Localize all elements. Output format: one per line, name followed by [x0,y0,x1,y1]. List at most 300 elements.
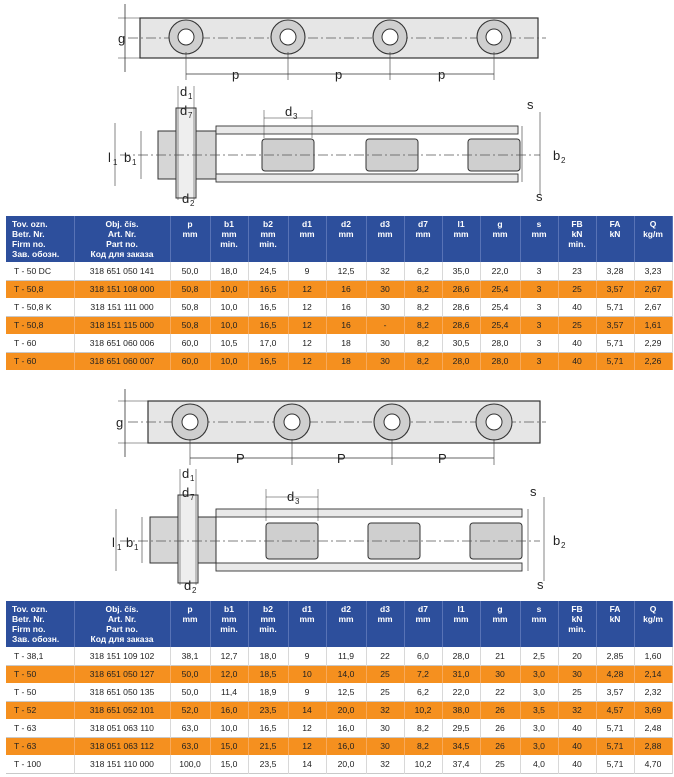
table-cell: 18,0 [248,647,288,665]
table-cell: 318 051 063 110 [74,719,170,737]
d2-sub: 2 [190,199,195,208]
table-cell: 22 [366,647,404,665]
column-header-line: mm [221,614,237,624]
column-header-line: d7 [418,604,428,614]
table-cell: 26 [480,737,520,755]
column-header-line: Q [649,219,657,229]
table-cell: 28,0 [480,352,520,370]
table-cell: 4,70 [634,755,672,773]
table-cell: 6,2 [404,262,442,280]
table-row [6,334,672,352]
table-cell: 5,71 [596,719,634,737]
pitch-label-2: p [335,67,343,82]
column-header-line: Firm no. [12,624,46,634]
column-header [74,216,170,262]
column-header-line: Зав. обозн. [12,634,60,644]
table-cell: 16,5 [248,316,288,334]
table-cell: 3 [520,262,558,280]
table-cell: 31,0 [442,665,480,683]
table-cell: 1,61 [634,316,672,334]
table-cell: T - 50 DC [6,262,74,280]
table-cell: 3 [520,280,558,298]
column-header-line: d3 [380,219,390,229]
column-header [404,216,442,262]
table-cell: 10,2 [404,701,442,719]
column-header-line: d7 [418,219,428,229]
table-cell: 37,4 [442,755,480,773]
table-cell: 23,5 [248,755,288,773]
column-header-line: mm [338,229,354,239]
table-cell: 9 [288,683,326,701]
column-header-line: mm [453,614,469,624]
column-header-line: g [497,219,503,229]
table-cell: 30 [366,352,404,370]
table-cell: 12,5 [326,262,366,280]
g-label: g [116,415,124,430]
table-header-row [6,601,672,647]
table-cell: 318 151 109 102 [74,647,170,665]
table-cell: 14,0 [326,665,366,683]
spec-table-2 [6,601,673,774]
d7-label: d [182,485,190,500]
column-header-line: l1 [457,604,465,614]
column-header-line: mm [415,229,431,239]
column-header-line: Obj. čís. [105,219,139,229]
table-cell: 50,0 [170,262,210,280]
table-cell: 3,57 [596,683,634,701]
d1-label: d [180,84,188,99]
table-cell: 23,5 [248,701,288,719]
table-cell: 5,71 [596,298,634,316]
b2-sub: 2 [561,541,566,550]
column-header-line: mm [260,229,276,239]
table-cell: 25 [366,683,404,701]
l1-label: l [112,535,115,550]
chain-drawing-bottom-svg [0,385,674,597]
column-header-line: kg/m [643,229,663,239]
column-header-line: min. [220,239,238,249]
table-cell: 2,88 [634,737,672,755]
table-cell: 3 [520,316,558,334]
column-header-line: mm [221,229,237,239]
table-cell: 52,0 [170,701,210,719]
table-row [6,737,672,755]
table-body [6,647,672,773]
d1-sub: 1 [190,474,195,483]
table-cell: 32 [366,262,404,280]
column-header [520,601,558,647]
table-cell: 10,0 [210,298,248,316]
table-cell: 16,0 [210,701,248,719]
d3-label: d [285,104,293,119]
table-cell: 21 [480,647,520,665]
table-cell: 63,0 [170,719,210,737]
table-cell: 40 [558,755,596,773]
table-cell: 3,0 [520,665,558,683]
column-header-line: mm [182,614,198,624]
pitch-label-1: P [236,451,245,466]
table-cell: 6,0 [404,647,442,665]
column-header [558,601,596,647]
table-cell: 2,67 [634,280,672,298]
table-cell: 12 [288,719,326,737]
table-cell: 12 [288,280,326,298]
table-cell: 15,0 [210,755,248,773]
d3-sub: 3 [295,497,300,506]
column-header [288,216,326,262]
chain-plan-view [108,84,566,208]
column-header-line: d3 [380,604,390,614]
table-cell: 30 [558,665,596,683]
column-header-line: Part no. [106,624,138,634]
table-cell: 40 [558,719,596,737]
table-cell: 12 [288,737,326,755]
table-cell: 8,2 [404,352,442,370]
column-header [480,216,520,262]
column-header [326,601,366,647]
column-header-line: Tov. ozn. [12,604,48,614]
pitch-label-3: p [438,67,446,82]
g-label: g [118,31,126,46]
table-cell: 50,8 [170,280,210,298]
table-cell: 30 [366,298,404,316]
table-cell: 318 651 050 135 [74,683,170,701]
column-header [366,601,404,647]
table-cell: 8,2 [404,334,442,352]
column-header-line: mm [182,229,198,239]
table-cell: 25 [480,755,520,773]
table-cell: 12,7 [210,647,248,665]
table-cell: 3,57 [596,280,634,298]
table-cell: 32 [558,701,596,719]
table-cell: 318 651 060 007 [74,352,170,370]
column-header-line: FB [571,219,583,229]
s-label-bottom: s [537,577,544,592]
table-cell: 4,28 [596,665,634,683]
d7-sub: 7 [188,111,193,120]
column-header [634,601,672,647]
table-cell: 10 [288,665,326,683]
d2-sub: 2 [192,586,197,595]
column-header-line: l1 [457,219,465,229]
table-cell: 32 [366,755,404,773]
table-cell: 16 [326,280,366,298]
column-header-line: Art. Nr. [107,614,137,624]
table-cell: 18,0 [210,262,248,280]
chain-drawing-top [0,0,674,212]
table-cell: 60,0 [170,352,210,370]
column-header-line: g [497,604,503,614]
d3-label: d [287,489,295,504]
chain-drawing-bottom [0,385,674,597]
column-header [170,216,210,262]
table-cell: 318 151 115 000 [74,316,170,334]
table-row [6,755,672,773]
table-cell: 7,2 [404,665,442,683]
column-header-line: min. [259,239,277,249]
table-cell: 18,5 [248,665,288,683]
column-header-line: Part no. [106,239,138,249]
column-header-line: Код для заказа [90,249,154,259]
table-row [6,262,672,280]
column-header-line: Зав. обозн. [12,249,60,259]
column-header-line: Q [649,604,657,614]
column-header-line: mm [299,614,315,624]
table-cell: 5,71 [596,352,634,370]
table-row [6,701,672,719]
table-cell: 35,0 [442,262,480,280]
s-label-bottom: s [536,189,543,204]
table-cell: 25,4 [480,280,520,298]
column-header-line: b1 [224,604,234,614]
table-cell: T - 50 [6,683,74,701]
d2-label: d [184,578,192,593]
table-cell: 1,60 [634,647,672,665]
table-cell: 3 [520,352,558,370]
table-cell: 25 [366,665,404,683]
table-cell: T - 50,8 [6,280,74,298]
d2-label: d [182,191,190,206]
column-header [480,601,520,647]
table-cell: 16,5 [248,719,288,737]
table-cell: 60,0 [170,334,210,352]
table-cell: 28,0 [480,334,520,352]
column-header [210,216,248,262]
table-cell: 28,6 [442,298,480,316]
table-row [6,683,672,701]
table-cell: T - 63 [6,737,74,755]
column-header [366,216,404,262]
l1-label: l [108,150,111,165]
table-cell: 11,4 [210,683,248,701]
column-header-line: min. [259,624,277,634]
table-cell: 23 [558,262,596,280]
table-row [6,280,672,298]
d1-label: d [182,466,190,481]
table-cell: 10,0 [210,280,248,298]
table-cell: 9 [288,262,326,280]
table-cell: 5,71 [596,334,634,352]
column-header [520,216,558,262]
table-cell: 3,0 [520,737,558,755]
table-cell: 28,0 [442,352,480,370]
table-cell: 28,6 [442,280,480,298]
column-header [6,601,74,647]
table-cell: T - 60 [6,352,74,370]
b1-sub: 1 [134,543,139,552]
table-row [6,665,672,683]
table-cell: 318 151 111 000 [74,298,170,316]
table-cell: 25 [558,683,596,701]
column-header-line: mm [377,614,393,624]
column-header [558,216,596,262]
table-cell: 16 [326,316,366,334]
column-header [6,216,74,262]
table-cell: 17,0 [248,334,288,352]
column-header-line: Obj. čís. [105,604,139,614]
table-cell: 63,0 [170,737,210,755]
table-cell: 12 [288,298,326,316]
column-header-line: mm [492,229,508,239]
table-cell: 18 [326,334,366,352]
table-cell: 38,1 [170,647,210,665]
table-cell: 318 151 110 000 [74,755,170,773]
table-cell: 8,2 [404,316,442,334]
table-cell: 20 [558,647,596,665]
table-cell: 15,0 [210,737,248,755]
table-cell: 12 [288,352,326,370]
s-label-top: s [530,484,537,499]
column-header-line: s [536,219,542,229]
column-header [634,216,672,262]
table-cell: 318 051 063 112 [74,737,170,755]
table-cell: 18,9 [248,683,288,701]
table-cell: 30 [366,280,404,298]
column-header-line: mm [260,614,276,624]
table-cell: 3,0 [520,683,558,701]
table-cell: 30 [366,334,404,352]
table-cell: T - 50,8 [6,316,74,334]
column-header-line: FA [609,604,621,614]
table-cell: T - 50,8 K [6,298,74,316]
column-header-line: mm [453,229,469,239]
table-cell: 16,5 [248,352,288,370]
table-cell: 3,5 [520,701,558,719]
table-cell: 22,0 [480,262,520,280]
column-header [442,601,480,647]
column-header-line: b2 [263,219,273,229]
table-cell: T - 63 [6,719,74,737]
column-header-line: s [536,604,542,614]
table-cell: 30,5 [442,334,480,352]
table-cell: T - 50 [6,665,74,683]
column-header-line: mm [531,614,547,624]
table-cell: 4,0 [520,755,558,773]
table-cell: 2,85 [596,647,634,665]
table-cell: T - 52 [6,701,74,719]
column-header-line: min. [220,624,238,634]
table-cell: 16 [326,298,366,316]
table-cell: 28,6 [442,316,480,334]
column-header-line: kN [609,229,621,239]
column-header [596,216,634,262]
table-cell: - [366,316,404,334]
table-cell: 14 [288,701,326,719]
table-cell: 40 [558,334,596,352]
pitch-label-3: P [438,451,447,466]
column-header-line: mm [492,614,508,624]
table-cell: 3,57 [596,316,634,334]
table-row [6,298,672,316]
table-cell: T - 100 [6,755,74,773]
d1-sub: 1 [188,92,193,101]
column-header-line: kN [571,614,583,624]
table-cell: 8,2 [404,719,442,737]
table-cell: 30 [366,737,404,755]
table-cell: 3 [520,298,558,316]
table-cell: 8,2 [404,298,442,316]
b1-sub: 1 [132,158,137,167]
d7-label: d [180,103,188,118]
table-cell: 2,5 [520,647,558,665]
column-header-line: mm [338,614,354,624]
table-header-row [6,216,672,262]
column-header-line: mm [377,229,393,239]
table-cell: 30 [366,719,404,737]
column-header-line: Art. Nr. [107,229,137,239]
column-header-line: b2 [263,604,273,614]
column-header [74,601,170,647]
chain-plan-view [112,466,566,595]
table-cell: 6,2 [404,683,442,701]
table-cell: 318 651 052 101 [74,701,170,719]
column-header-line: mm [299,229,315,239]
pitch-label-2: P [337,451,346,466]
column-header-line: min. [568,624,586,634]
table-cell: 5,71 [596,737,634,755]
column-header-line: Betr. Nr. [12,229,45,239]
column-header-line: p [187,604,193,614]
table-cell: 25,4 [480,316,520,334]
table-cell: 9 [288,647,326,665]
column-header [210,601,248,647]
column-header-line: mm [415,614,431,624]
d7-sub: 7 [190,493,195,502]
table-cell: 38,0 [442,701,480,719]
b1-label: b [124,150,132,165]
table-cell: 16,5 [248,280,288,298]
table-cell: 28,0 [442,647,480,665]
table-cell: 2,48 [634,719,672,737]
table-cell: 25 [558,316,596,334]
table-cell: 29,5 [442,719,480,737]
table-cell: 16,0 [326,737,366,755]
table-cell: 10,2 [404,755,442,773]
table-cell: 12 [288,334,326,352]
column-header [288,601,326,647]
column-header [596,601,634,647]
table-cell: 50,0 [170,683,210,701]
table-cell: 318 651 050 127 [74,665,170,683]
table-cell: 3,69 [634,701,672,719]
column-header-line: Betr. Nr. [12,614,45,624]
table-cell: 30 [480,665,520,683]
table-cell: 25,4 [480,298,520,316]
table-cell: 18 [326,352,366,370]
column-header-line: Код для заказа [90,634,154,644]
table-cell: 16,0 [326,719,366,737]
column-header-line: FB [571,604,583,614]
table-cell: 16,5 [248,298,288,316]
table-row [6,719,672,737]
table-row [6,352,672,370]
table-cell: 26 [480,701,520,719]
pitch-label-1: p [232,67,240,82]
chain-drawing-top-svg [0,0,674,212]
column-header-line: d1 [302,219,312,229]
table-cell: 40 [558,298,596,316]
column-header-line: d1 [302,604,312,614]
table-cell: 10,0 [210,352,248,370]
table-cell: 11,9 [326,647,366,665]
table-cell: 26 [480,719,520,737]
b2-label: b [553,148,561,163]
column-header-line: Firm no. [12,239,46,249]
table-cell: 22 [480,683,520,701]
column-header-line: p [187,219,193,229]
chain-side-view [118,4,546,82]
column-header [248,216,288,262]
